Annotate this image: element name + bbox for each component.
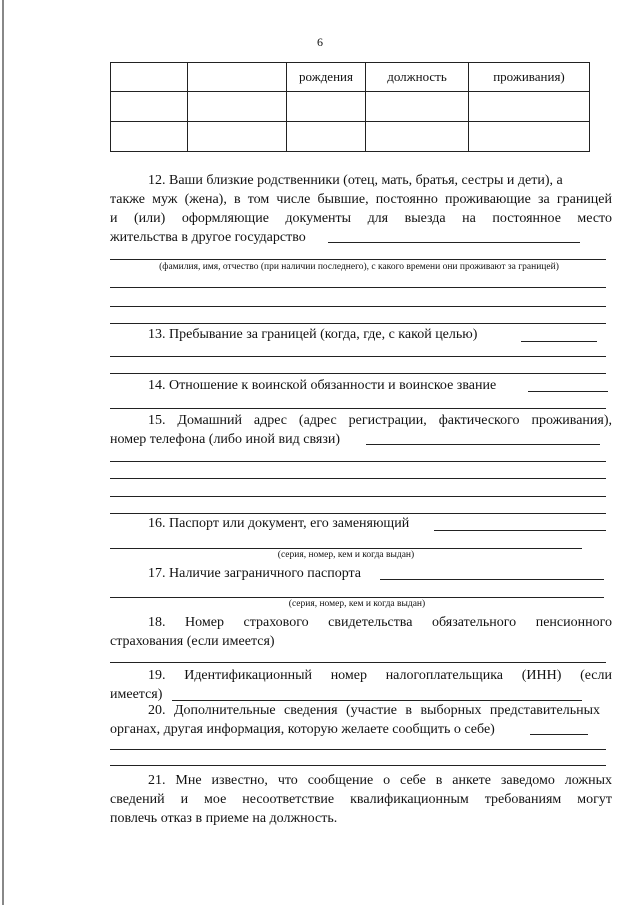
q14-answer-line[interactable] xyxy=(528,391,608,392)
q12-answer-line[interactable] xyxy=(110,323,606,324)
table-cell[interactable] xyxy=(188,92,287,122)
q13-answer-line[interactable] xyxy=(110,373,606,374)
q12-line-1: 12. Ваши близкие родственники (отец, мать, братья, сестры и дети), а xyxy=(148,173,563,188)
table-cell[interactable] xyxy=(366,92,469,122)
q18-line-1: 18. Номер страхового свидетельства обязательного пенсионного xyxy=(148,615,612,630)
q20-line-2: органах, другая информация, которую желаете сообщить о себе) xyxy=(110,722,495,737)
table-cell[interactable] xyxy=(188,122,287,152)
table-header-cell xyxy=(188,63,287,92)
q12-caption: (фамилия, имя, отчество (при наличии последнего), с какого времени они проживают за границей) xyxy=(159,262,559,272)
q16-caption: (серия, номер, кем и когда выдан) xyxy=(277,550,415,560)
q12-line-2: также муж (жена), в том числе бывшие, постоянно проживающие за границей xyxy=(110,192,612,207)
q18-line-2: страхования (если имеется) xyxy=(110,634,275,649)
q15-line-2: номер телефона (либо иной вид связи) xyxy=(110,432,341,447)
q19-line-2: имеется) xyxy=(110,687,163,702)
q15-line-1: 15. Домашний адрес (адрес регистрации, фактического проживания), xyxy=(148,413,612,428)
table-header-row xyxy=(111,63,590,92)
q15-answer-line[interactable] xyxy=(110,461,606,462)
q13-label: 13. Пребывание за границей (когда, где, с какой целью) xyxy=(148,327,478,342)
q13-answer-line[interactable] xyxy=(110,356,606,357)
table-cell[interactable] xyxy=(111,122,188,152)
table-header-cell: должность xyxy=(366,63,469,92)
scan-edge xyxy=(2,0,4,905)
q18-answer-line[interactable] xyxy=(110,662,606,663)
table-cell[interactable] xyxy=(469,92,590,122)
q12-answer-line[interactable] xyxy=(110,287,606,288)
q21-line-2: сведений и мое несоответствие квалификационным требованиям могут xyxy=(110,792,612,807)
q15-answer-line[interactable] xyxy=(366,444,600,445)
q16-answer-line[interactable] xyxy=(434,530,606,531)
q15-answer-line[interactable] xyxy=(110,496,606,497)
q16-label: 16. Паспорт или документ, его заменяющий xyxy=(148,516,410,531)
table-cell[interactable] xyxy=(469,122,590,152)
table-row xyxy=(111,122,590,152)
table-header-cell: проживания) xyxy=(469,63,590,92)
q12-answer-line[interactable] xyxy=(110,306,606,307)
q20-answer-line[interactable] xyxy=(110,749,606,750)
table-header-cell: рождения xyxy=(287,63,366,92)
q20-answer-line[interactable] xyxy=(110,765,606,766)
q20-answer-line[interactable] xyxy=(530,734,588,735)
table-cell[interactable] xyxy=(287,92,366,122)
q20-line-1: 20. Дополнительные сведения (участие в выборных представительных xyxy=(148,703,600,718)
q12-answer-line[interactable] xyxy=(328,242,580,243)
table-cell[interactable] xyxy=(111,92,188,122)
q19-line-1: 19. Идентификационный номер налогоплательщика (ИНН) (если xyxy=(148,668,612,683)
q21-line-1: 21. Мне известно, что сообщение о себе в анкете заведомо ложных xyxy=(148,773,612,788)
q12-line-4: жительства в другое государство xyxy=(110,230,306,245)
q17-caption: (серия, номер, кем и когда выдан) xyxy=(288,599,426,609)
table-row xyxy=(111,92,590,122)
relatives-table xyxy=(110,62,590,152)
q17-label: 17. Наличие заграничного паспорта xyxy=(148,566,362,581)
q16-answer-line[interactable] xyxy=(110,548,582,549)
table-header-cell xyxy=(111,63,188,92)
table-cell[interactable] xyxy=(287,122,366,152)
q14-label: 14. Отношение к воинской обязанности и воинское звание xyxy=(148,378,497,393)
q12-line-3: и (или) оформляющие документы для выезда на постоянное место xyxy=(110,211,612,226)
q17-answer-line[interactable] xyxy=(380,579,604,580)
q14-answer-line[interactable] xyxy=(110,408,606,409)
page-number: 6 xyxy=(317,35,323,49)
table-cell[interactable] xyxy=(366,122,469,152)
q12-answer-line[interactable] xyxy=(110,259,606,260)
q15-answer-line[interactable] xyxy=(110,478,606,479)
q13-answer-line[interactable] xyxy=(521,341,597,342)
q21-line-3: повлечь отказ в приеме на должность. xyxy=(110,811,338,826)
q17-answer-line[interactable] xyxy=(110,597,604,598)
